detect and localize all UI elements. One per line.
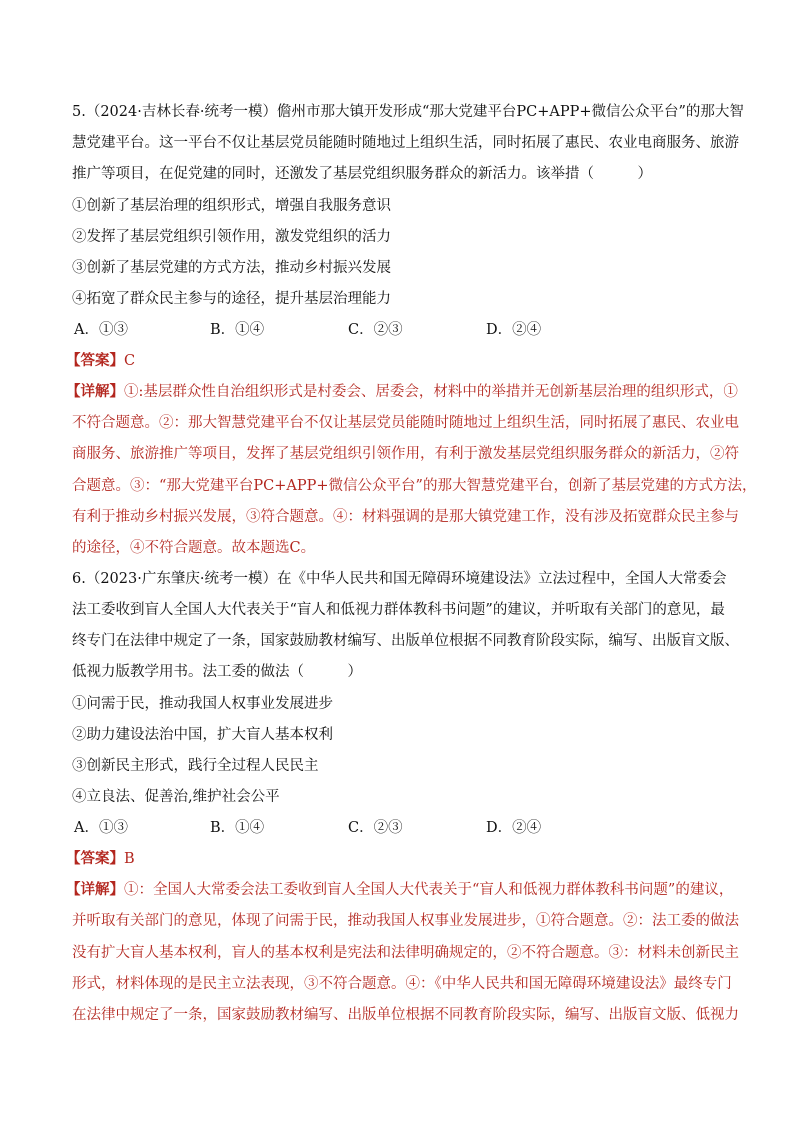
q5-option-a: A．①③: [74, 322, 128, 338]
q5-statement-2: ②发挥了基层党组织引领作用，激发党组织的活力: [72, 229, 391, 245]
q6-stem-line-3: 终专门在法律中规定了一条，国家鼓励教材编写、出版单位根据不同教育阶段实际，编写、出版盲文版、: [72, 633, 739, 649]
q5-detail-line-4: 合题意。③：“那大党建平台PC+APP+微信公众平台”的那大智慧党建平台，创新了基层党建的方式方法，: [72, 478, 757, 494]
q5-stem-line-3: 推广等项目，在促党建的同时，还激发了基层党组织服务群众的新活力。该举措（ ）: [72, 166, 652, 182]
q5-stem-line-2: 慧党建平台。这一平台不仅让基层党员能随时随地过上组织生活，同时拓展了惠民、农业电商服务、旅游: [72, 135, 739, 151]
q5-stem-line-1: 5.（2024·吉林长春·统考一模）儋州市那大镇开发形成“那大党建平台PC+APP+微信公众平台”的那大智: [72, 104, 744, 120]
q6-stem-line-2: 法工委收到盲人全国人大代表关于“盲人和低视力群体教科书问题”的建议，并听取有关部门的意见，最: [72, 602, 725, 618]
q5-detail-line-6: 的途径，④不符合题意。故本题选C。: [72, 540, 316, 556]
q5-detail-line-5: 有利于推动乡村振兴发展，③符合题意。④：材料强调的是那大镇党建工作，没有涉及拓宽群众民主参与: [72, 509, 739, 525]
q5-detail-line-3: 商服务、旅游推广等项目，发挥了基层党组织引领作用，有利于激发基层党组织服务群众的新活力，②符: [72, 446, 739, 462]
q5-detail-line-2: 不符合题意。②：那大智慧党建平台不仅让基层党员能随时随地过上组织生活，同时拓展了惠民、农业电: [72, 415, 739, 431]
q6-stem-line-4: 低视力版教学用书。法工委的做法（ ）: [72, 664, 362, 680]
q5-statement-1: ①创新了基层治理的组织形式，增强自我服务意识: [72, 198, 391, 214]
q6-answer-value: B: [124, 851, 135, 867]
q5-answer-label: 【答案】: [66, 352, 124, 369]
q5-answer-value: C: [124, 353, 136, 369]
q6-detail-text-1: ①：全国人大常委会法工委收到盲人全国人大代表关于“盲人和低视力群体教科书问题”的建议，: [124, 882, 734, 898]
q6-option-a: A．①③: [74, 820, 128, 836]
q6-detail-line-1: [66, 880, 734, 900]
q6-answer: [66, 849, 726, 869]
q6-detail-line-5: 在法律中规定了一条，国家鼓励教材编写、出版单位根据不同教育阶段实际，编写、出版盲文版、低视力: [72, 1007, 739, 1023]
q5-detail-line-1: [66, 382, 738, 402]
q6-option-d: D．②④: [486, 820, 542, 836]
q5-option-b: B．①④: [210, 322, 265, 338]
q6-stem-line-1: 6.（2023·广东肇庆·统考一模）在《中华人民共和国无障碍环境建设法》立法过程中，全国人大常委会: [72, 571, 727, 587]
q6-detail-line-4: 形式，材料体现的是民主立法表现，③不符合题意。④：《中华人民共和国无障碍环境建设法》最终专门: [72, 976, 732, 992]
q6-answer-label: 【答案】: [66, 850, 124, 867]
q6-statement-1: ①问需于民，推动我国人权事业发展进步: [72, 696, 333, 712]
q5-option-d: D．②④: [486, 322, 542, 338]
q5-detail-label: 【详解】: [66, 383, 124, 400]
q6-option-b: B．①④: [210, 820, 265, 836]
q5-statement-3: ③创新了基层党建的方式方法，推动乡村振兴发展: [72, 260, 391, 276]
q6-statement-2: ②助力建设法治中国，扩大盲人基本权利: [72, 727, 333, 743]
q5-option-c: C．②③: [348, 322, 403, 338]
q6-statement-4: ④立良法、促善治,维护社会公平: [72, 789, 280, 805]
q5-answer: [66, 351, 726, 371]
q6-detail-line-2: 并听取有关部门的意见，体现了问需于民，推动我国人权事业发展进步，①符合题意。②：法工委的做法: [72, 913, 739, 929]
q5-detail-text-1: ①:基层群众性自治组织形式是村委会、居委会，材料中的举措并无创新基层治理的组织形式，①: [124, 384, 738, 400]
q6-detail-label: 【详解】: [66, 881, 124, 898]
q5-statement-4: ④拓宽了群众民主参与的途径，提升基层治理能力: [72, 291, 391, 307]
q6-option-c: C．②③: [348, 820, 403, 836]
q6-statement-3: ③创新民主形式，践行全过程人民民主: [72, 758, 319, 774]
q6-detail-line-3: 没有扩大盲人基本权利，盲人的基本权利是宪法和法律明确规定的，②不符合题意。③：材料未创新民主: [72, 945, 739, 961]
